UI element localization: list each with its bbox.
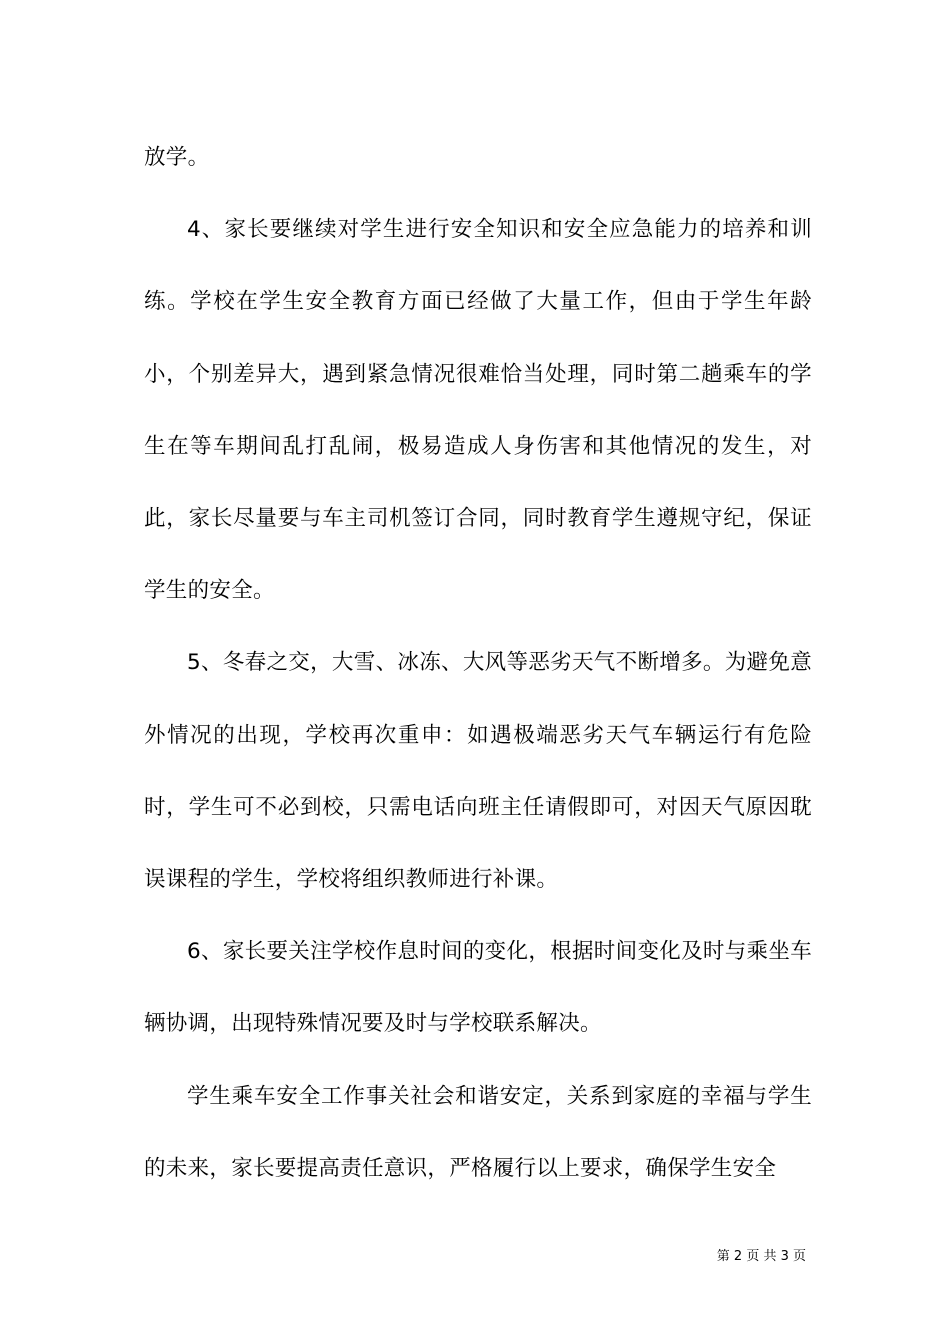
paragraph-conclusion: 学生乘车安全工作事关社会和谐安定，关系到家庭的幸福与学生的未来，家长要提高责任意识，严格履行以上要求，确保学生安全 [144,1083,812,1181]
paragraph-item-4: 4、家长要继续对学生进行安全知识和安全应急能力的培养和训练。学校在学生安全教育方面已经做了大量工作，但由于学生年龄小，个别差异大，遇到紧急情况很难恰当处理，同时第二趟乘车的学生在等车期间乱打乱闹，极易造成人身伤害和其他情况的发生，对此，家长尽量要与车主司机签订合同，同时教育学生遵规守纪，保证学生的安全。 [144,217,812,604]
paragraph-continuation: 放学。 [144,145,210,170]
paragraph-item-6: 6、家长要关注学校作息时间的变化，根据时间变化及时与乘坐车辆协调，出现特殊情况要及时与学校联系解决。 [144,939,812,1037]
page-number-footer: 第 2 页 共 3 页 [716,1249,806,1264]
paragraph-item-5: 5、冬春之交，大雪、冰冻、大风等恶劣天气不断增多。为避免意外情况的出现，学校再次重申：如遇极端恶劣天气车辆运行有危险时，学生可不必到校，只需电话向班主任请假即可，对因天气原因耽误课程的学生，学校将组织教师进行补课。 [144,650,812,893]
document-body [144,122,812,1205]
